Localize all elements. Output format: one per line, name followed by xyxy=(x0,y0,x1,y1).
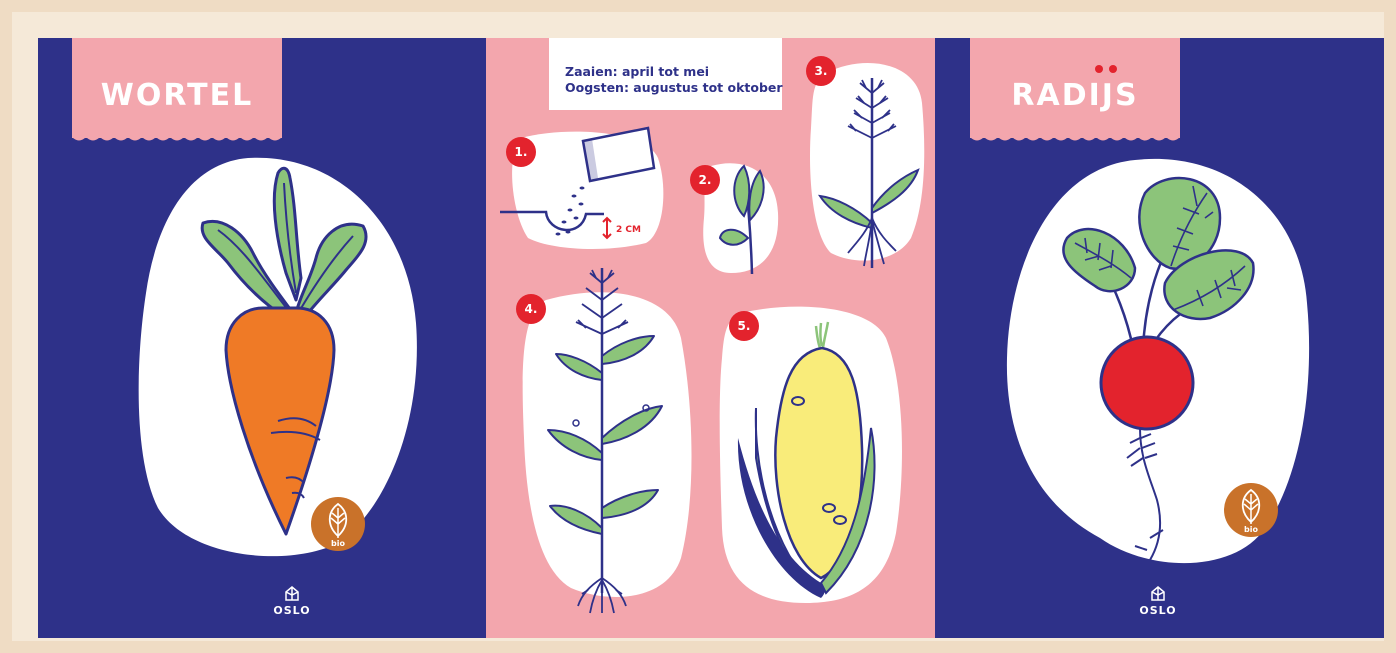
sow-period: Zaaien: april tot mei xyxy=(565,64,710,79)
oslo-logo xyxy=(262,586,322,617)
carrot-card xyxy=(38,38,486,638)
radish-illustration xyxy=(935,38,1384,638)
carrot-title: WORTEL xyxy=(100,78,254,113)
depth-label: 2 CM xyxy=(616,225,641,235)
growing-steps-card xyxy=(486,38,935,638)
bio-badge-label: bio xyxy=(1244,525,1258,534)
brand-name: OSLO xyxy=(273,604,311,617)
step-4-number: 4. xyxy=(516,294,546,324)
radish-title: RADIJS xyxy=(1011,78,1139,113)
radish-card xyxy=(935,38,1384,638)
step-5-number: 5. xyxy=(729,311,759,341)
step-2-number: 2. xyxy=(690,165,720,195)
oslo-logo xyxy=(1128,586,1188,617)
step-1-number: 1. xyxy=(506,137,536,167)
house-icon xyxy=(1150,586,1166,602)
house-icon xyxy=(284,586,300,602)
harvest-period: Oogsten: augustus tot oktober xyxy=(565,80,783,95)
step-3-number: 3. xyxy=(806,56,836,86)
carrot-illustration xyxy=(38,38,486,638)
brand-name: OSLO xyxy=(1139,604,1177,617)
growing-steps-illustration xyxy=(486,38,935,638)
bio-badge-label: bio xyxy=(331,539,345,548)
